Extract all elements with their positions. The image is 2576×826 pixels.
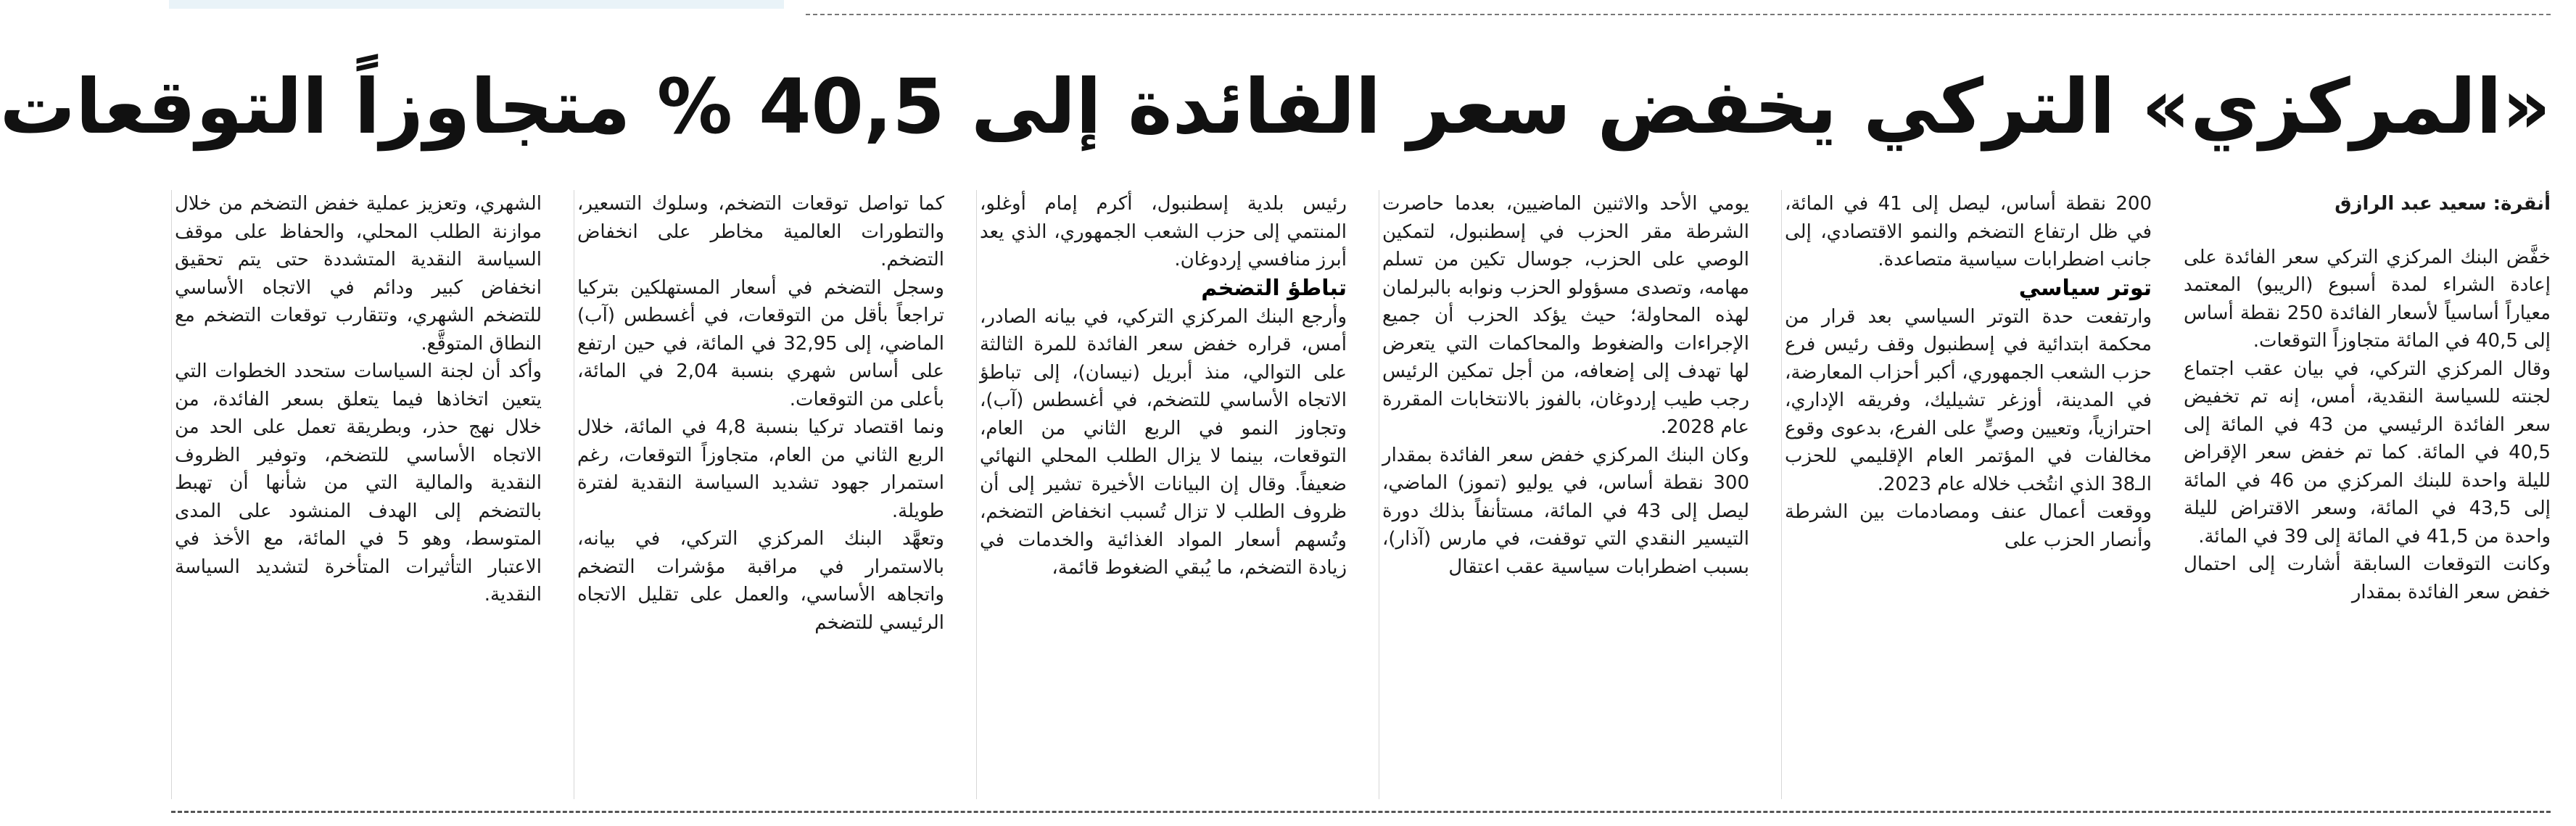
article-body bbox=[168, 190, 2551, 799]
column-6 bbox=[168, 190, 542, 799]
paragraph: خفَّض البنك المركزي التركي سعر الفائدة على إعادة الشراء لمدة أسبوع (الريبو) المعتمد معياراً أساسياً لأسعار الفائدة 250 نقطة أساس إلى 40,5 في المائة متجاوزاً التوقعات. bbox=[2177, 246, 2551, 352]
paragraph: وارتفعت حدة التوتر السياسي بعد قرار من محكمة ابتدائية في إسطنبول وقف رئيس فرع حزب الشعب الجمهوري، أكبر أحزاب المعارضة، في المدينة، أوزغر تشيليك، وفريقه الإداري، احترازياً، وتعيين وصيٍّ على الفرع، بدعوى وقوع مخالفات في المؤتمر العام الإقليمي للحزب الـ38 الذي انتُخب خلاله عام 2023. bbox=[1778, 305, 2152, 495]
column-3 bbox=[1376, 190, 1749, 799]
paragraph: وقال المركزي التركي، في بيان عقب اجتماع لجنته للسياسة النقدية، أمس، إنه تم تخفيض سعر الفائدة الرئيسي من 43 في المائة إلى 40,5 في المائة. كما تم خفض سعر الإقراض لليلة واحدة للبنك المركزي من 46 في المائة إلى 43,5 في المائة، وسعر الاقتراض لليلة واحدة من 41,5 في المائة إلى 39 في المائة. bbox=[2177, 358, 2551, 548]
paragraph: يومي الأحد والاثنين الماضيين، بعدما حاصرت الشرطة مقر الحزب في إسطنبول، لتمكين الوصي على الحزب، جوسال تكين من تسلم مهامه، وتصدى مسؤولو الحزب ونوابه بالبرلمان لهذه المحاولة؛ حيث يؤكد الحزب أن جميع الإجراءات والضغوط والمحاكمات التي يتعرض لها تهدف إلى إضعافه، من أجل تمكين الرئيس رجب طيب إردوغان، بالفوز بالانتخابات المقررة عام 2028. bbox=[1376, 193, 1749, 438]
paragraph: الشهري، وتعزيز عملية خفض التضخم من خلال موازنة الطلب المحلي، والحفاظ على موقف السياسة النقدية المتشددة حتى يتم تحقيق انخفاض كبير ودائم في الاتجاه الأساسي للتضخم الشهري، وتتقارب توقعات التضخم مع النطاق المتوقَّع. bbox=[168, 193, 542, 355]
column-1 bbox=[2177, 190, 2551, 799]
paragraph: وكان البنك المركزي خفض سعر الفائدة بمقدار 300 نقطة أساس، في يوليو (تموز) الماضي، ليصل إلى 43 في المائة، مستأنفاً بذلك دورة التيسير النقدي التي توقفت، في مارس (آذار)، بسبب اضطرابات سياسية عقب اعتقال bbox=[1376, 444, 1749, 578]
top-tint-bar bbox=[169, 0, 784, 9]
top-dashed-rule bbox=[806, 14, 2551, 15]
subheading: توتر سياسي bbox=[2018, 275, 2152, 301]
paragraph: وكانت التوقعات السابقة أشارت إلى احتمال خفض سعر الفائدة بمقدار bbox=[2177, 553, 2551, 603]
paragraph: وتعهَّد البنك المركزي التركي، في بيانه، بالاستمرار في مراقبة مؤشرات التضخم واتجاهه الأساسي، والعمل على تقليل الاتجاه الرئيسي للتضخم bbox=[571, 528, 944, 634]
paragraph: رئيس بلدية إسطنبول، أكرم إمام أوغلو، المنتمي إلى حزب الشعب الجمهوري، الذي يعد أبرز منافسي إردوغان. bbox=[973, 193, 1347, 270]
article-headline: «المركزي» التركي يخفض سعر الفائدة إلى 40,5 % متجاوزاً التوقعات bbox=[0, 62, 2551, 151]
column-5 bbox=[571, 190, 945, 799]
paragraph: 200 نقطة أساس، ليصل إلى 41 في المائة، في ظل ارتفاع التضخم والنمو الاقتصادي، إلى جانب اضطرابات سياسية متصاعدة. bbox=[1778, 193, 2152, 270]
column-4 bbox=[973, 190, 1347, 799]
column-2 bbox=[1778, 190, 2152, 799]
paragraph: وسجل التضخم في أسعار المستهلكين بتركيا تراجعاً بأقل من التوقعات، في أغسطس (آب) الماضي، إلى 32,95 في المائة، في حين ارتفع على أساس شهري بنسبة 2,04 في المائة، بأعلى من التوقعات. bbox=[571, 276, 945, 410]
subheading: تباطؤ التضخم bbox=[1201, 275, 1347, 301]
paragraph: كما تواصل توقعات التضخم، وسلوك التسعير، والتطورات العالمية مخاطر على انخفاض التضخم. bbox=[571, 193, 944, 270]
paragraph: ونما اقتصاد تركيا بنسبة 4,8 في المائة، خلال الربع الثاني من العام، متجاوزاً التوقعات، رغم استمرار جهود تشديد السياسة النقدية لفترة طويلة. bbox=[571, 416, 944, 522]
paragraph: ووقعت أعمال عنف ومصادمات بين الشرطة وأنصار الحزب على bbox=[1778, 501, 2152, 551]
paragraph: وأكد أن لجنة السياسات ستحدد الخطوات التي يتعين اتخاذها فيما يتعلق بسعر الفائدة، من خلال نهج حذر، وبطريقة تعمل على الحد من الاتجاه الأساسي للتضخم، وتوفير الظروف النقدية والمالية التي من شأنها أن تهبط بالتضخم إلى الهدف المنشود على المدى المتوسط، وهو 5 في المائة، مع الأخذ في الاعتبار التأثيرات المتأخرة لتشديد السياسة النقدية. bbox=[168, 360, 542, 606]
bottom-dashed-rule bbox=[171, 811, 2551, 813]
byline: أنقرة: سعيد عبد الرازق bbox=[2334, 193, 2551, 215]
paragraph: وأرجع البنك المركزي التركي، في بيانه الصادر، أمس، قراره خفض سعر الفائدة للمرة الثالثة على التوالي، منذ أبريل (نيسان)، إلى تباطؤ الاتجاه الأساسي للتضخم، في أغسطس (آب)، وتجاوز النمو في الربع الثاني من العام، التوقعات، بينما لا يزال الطلب المحلي النهائي ضعيفاً. وقال إن البيانات الأخيرة تشير إلى أن ظروف الطلب لا تزال تُسبب انخفاض التضخم، وتُسهم أسعار المواد الغذائية والخدمات في زيادة التضخم، ما يُبقي الضغوط قائمة، bbox=[973, 305, 1347, 579]
